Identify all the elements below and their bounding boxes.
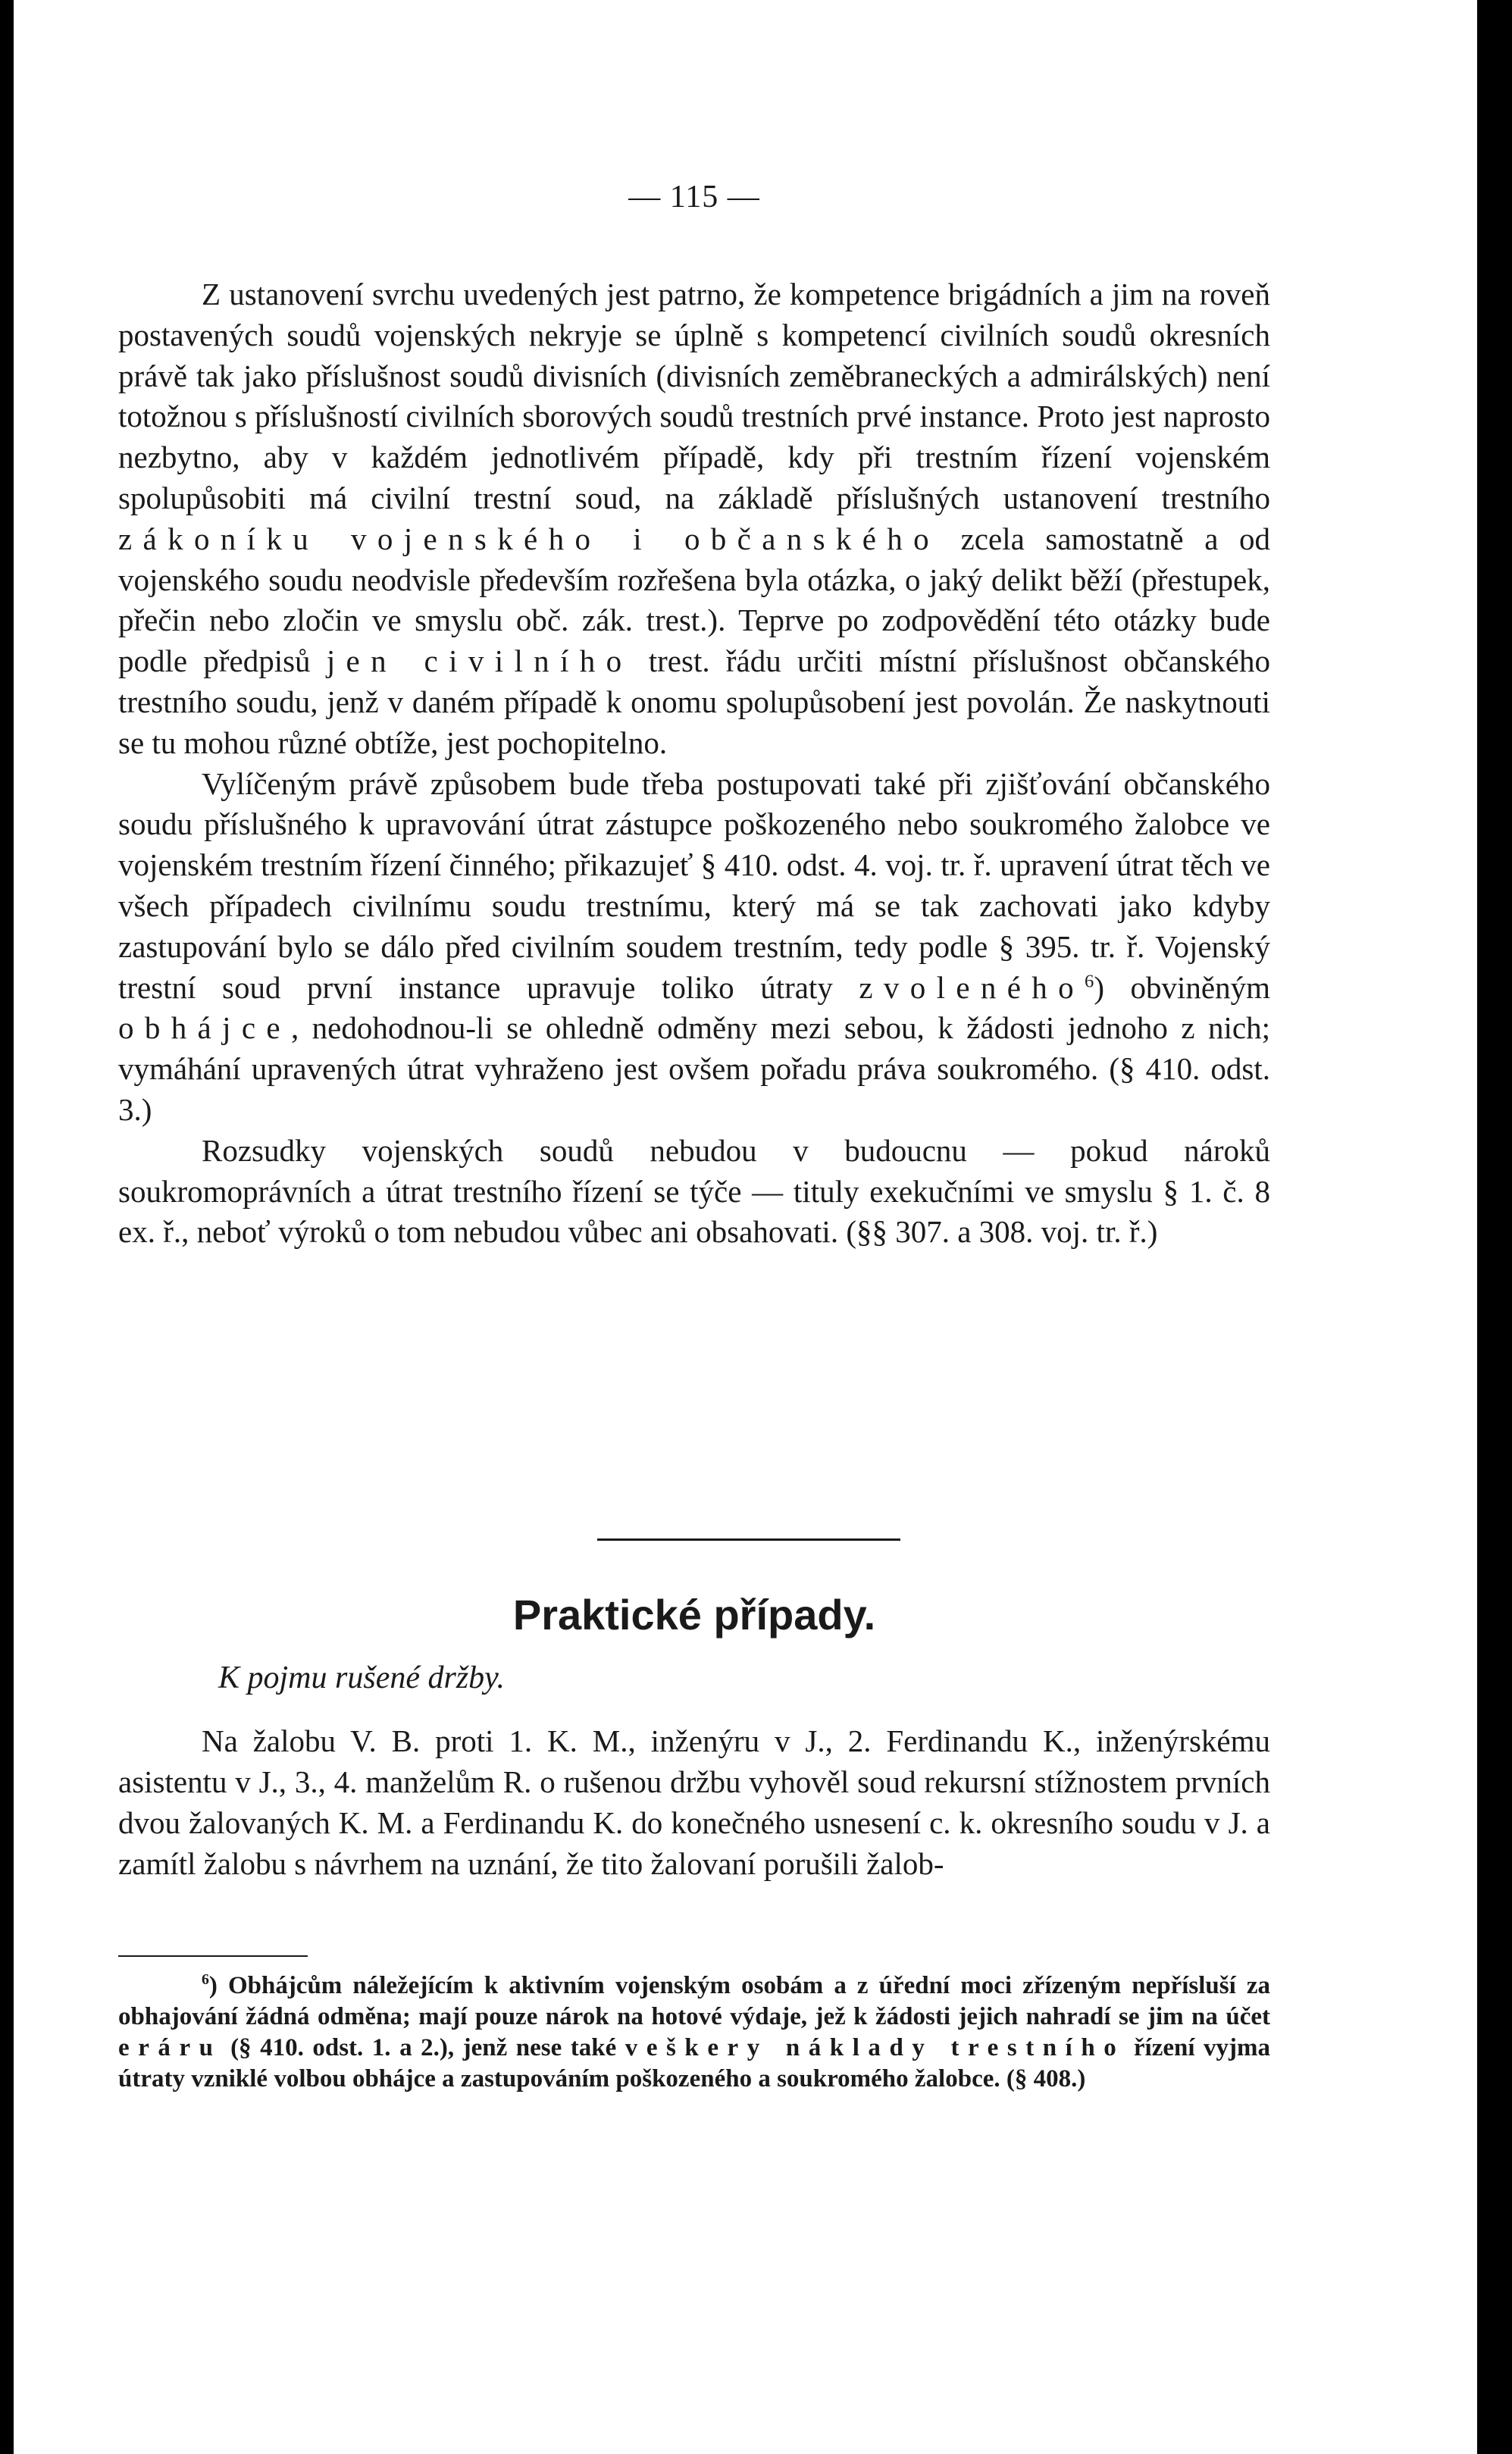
section-divider [597,1538,900,1541]
paragraph-3: Rozsudky vojenských soudů nebudou v budoucnu — pokud nároků soukromoprávních a útrat trestního řízení se týče — tituly exekučními ve smyslu § 1. č. 8 ex. ř., neboť výroků o tom nebudou vůbec ani obsahovati. (§§ 307. a 308. voj. tr. ř.) [118,1132,1270,1250]
paragraph-2 [118,764,1270,1131]
case-paragraph: Na žalobu V. B. proti 1. K. M., inženýru v J., 2. Ferdinandu K., inženýrskému asistentu v J., 3., 4. manželům R. o rušenou držbu vyhověl soud rekursní stížnostem prvních dvou žalovaných K. M. a Ferdinandu K. do konečného usnesení c. k. okresního soudu v J. a zamítl žalobu s návrhem na uznání, že tito žalovaní porušili žalob- [118,1723,1270,1881]
spaced-text: zákoníku vojenského i občanského [118,521,940,556]
text-run: ) Obhájcům náležejícím k aktivním vojenským osobám a z úřední moci zřízeným nepřísluší za obhajování žádná odměna; mají pouze nárok na hotové výdaje, jež k žádosti jejich nahradí se jim na účet [118,1972,1270,2030]
spaced-text: obhájce [118,1010,291,1046]
text-run: řízení vyjma útraty vzniklé volbou obhájce a zastupováním poškozeného a soukromého žalobce. (§ 408.) [118,2034,1271,2092]
footnote-marker: 6 [202,1971,209,1988]
paragraph-1 [118,274,1270,764]
footnote-divider [118,1955,308,1957]
scan-border-right [1477,0,1512,2454]
case-text [118,1720,1270,1884]
spaced-text: eráru [118,2034,222,2061]
section-heading: Praktické případy. [512,1591,876,1639]
text-run: zcela samostatně a od vojenského soudu neodvisle především rozřešena byla otázka, o jaký delikt běží (přestupek, přečin nebo zločin ve smyslu obč. zák. trest.). Teprve po zodpovědění této otázky bude podle předpisů [118,521,1270,679]
scan-border-left [0,0,14,2454]
text-run: (§ 410. odst. 1. a 2.), jenž nese také [221,2034,625,2061]
spaced-text: veškery náklady trestního [625,2034,1125,2061]
footnote-ref: 6 [1085,970,1094,991]
spaced-text: jen civilního [326,643,633,679]
text-run: ) obviněným [1094,969,1270,1005]
case-subheading: K pojmu rušené držby. [218,1661,505,1695]
footnote-paragraph [118,1970,1270,2095]
page-number: — 115 — [628,180,760,214]
footnote [118,1970,1270,2095]
text-run: Vylíčeným právě způsobem bude třeba postupovati také při zjišťování občanského soudu příslušného k upravování útrat zástupce poškozeného nebo soukromého žalobce ve vojenském trestním řízení činného; přikazujeť § 410. odst. 4. voj. tr. ř. upravení útrat těch ve všech případech civilnímu soudu trestnímu, který má se tak zachovati jako kdyby zastupování bylo se dálo před civilním soudem trestním, tedy podle § 395. tr. ř. Vojenský trestní soud první instance upravuje toliko útraty [118,765,1270,1005]
main-text [118,274,1270,1253]
text-run: , nedohodnou-li se ohledně odměny mezi sebou, k žádosti jednoho z nich; vymáhání upravených útrat vyhraženo jest ovšem pořadu práva soukromého. (§ 410. odst. 3.) [118,1010,1270,1127]
spaced-text: zvoleného [859,969,1085,1005]
text-run: trest. řádu určiti místní příslušnost občanského trestního soudu, jenž v daném případě k onomu spolupůsobení jest povolán. Že naskytnouti se tu mohou různé obtíže, jest pochopitelno. [118,643,1271,760]
text-run: Z ustanovení svrchu uvedených jest patrno, že kompetence brigádních a jim na roveň postavených soudů vojenských nekryje se úplně s kompetencí civilních soudů okresních právě tak jako příslušnost soudů divisních (divisních zeměbraneckých a admirálských) není totožnou s příslušností civilních sborových soudů trestních prvé instance. Proto jest naprosto nezbytno, aby v každém jednotlivém případě, kdy při trestním řízení vojenském spolupůsobiti má civilní trestní soud, na základě příslušných ustanovení trestního [118,277,1270,515]
